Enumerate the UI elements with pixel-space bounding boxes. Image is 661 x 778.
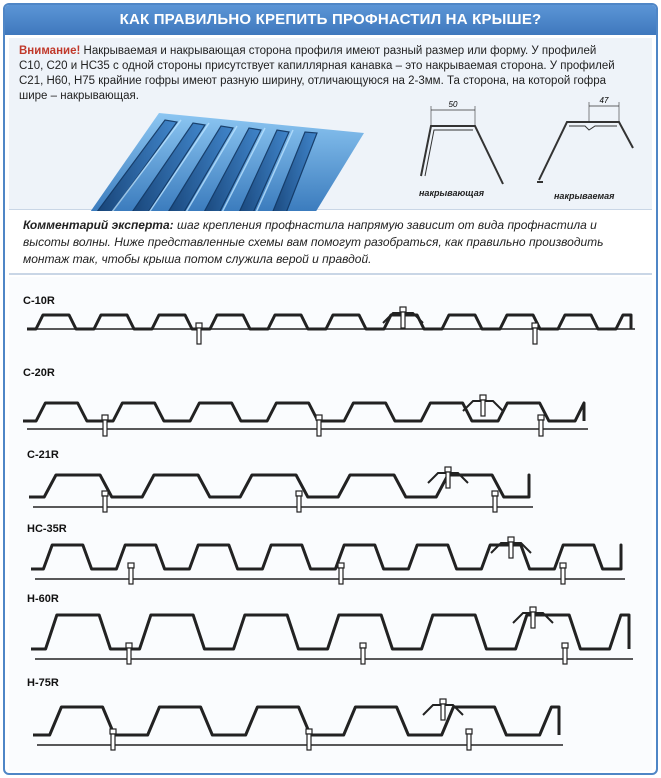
page-title: КАК ПРАВИЛЬНО КРЕПИТЬ ПРОФНАСТИЛ НА КРЫШЕ?	[5, 5, 656, 35]
screw-h60r-2-shank	[563, 648, 567, 664]
screw-c21r-0-shank	[103, 496, 107, 512]
screw-c21r-0-head	[102, 491, 108, 496]
screw-c10r-0-shank	[197, 328, 201, 344]
screw-c21r-2-shank	[493, 496, 497, 512]
expert-text	[23, 217, 643, 268]
screw-c20r-2-shank	[539, 420, 543, 436]
screw-hc35r-1-head	[338, 563, 344, 568]
overlapped-edge-drawing	[529, 88, 644, 198]
dimension-left: 50	[448, 100, 458, 109]
screw-c20r-0-shank	[103, 420, 107, 436]
screw-h60r-2-head	[562, 643, 568, 648]
screw-h75r-0-head	[110, 729, 116, 734]
screw-c21r-1-head	[296, 491, 302, 496]
screw-c21r-top-head	[445, 467, 451, 472]
profile-label-c20r: С-20R	[23, 367, 55, 379]
screw-c20r-1-head	[316, 415, 322, 420]
screw-c20r-top-shank	[481, 400, 485, 416]
screw-h60r-top-shank	[531, 612, 535, 628]
screw-hc35r-2-head	[560, 563, 566, 568]
screw-c10r-1-shank	[533, 328, 537, 344]
screw-h75r-2-shank	[467, 734, 471, 750]
screw-h60r-top-head	[530, 607, 536, 612]
profile-label-hc35r: НС-35R	[27, 523, 67, 535]
attention-panel	[9, 38, 652, 210]
screw-hc35r-1-shank	[339, 568, 343, 584]
screw-c21r-1-shank	[297, 496, 301, 512]
screw-h75r-0-shank	[111, 734, 115, 750]
profile-label-c21r: С-21R	[27, 449, 59, 461]
screw-c20r-1-shank	[317, 420, 321, 436]
screw-c10r-0-head	[196, 323, 202, 328]
expert-label: Комментарий эксперта:	[23, 218, 174, 232]
profile-drawings	[9, 277, 652, 771]
profile-label-h60r: Н-60R	[27, 593, 59, 605]
caption-overlapping: накрывающая	[419, 188, 485, 198]
profile-diagrams	[9, 277, 652, 771]
attention-body: Накрываемая и накрывающая сторона профиля имеют разный размер или форму. У профилей С10, С20 и НС35 с одной стороны присутствует капиллярная канавка – это накрываемая сторона. У профилей С21, Н60, Н75 крайние гофры имеют разную ширину, отличающуюся на 2-3мм. Та сторона, на которой гофра шире – накрывающая.	[19, 45, 615, 102]
screw-hc35r-top-shank	[509, 542, 513, 558]
overlapping-edge-drawing	[413, 96, 523, 196]
screw-h75r-2-head	[466, 729, 472, 734]
screw-h60r-1-shank	[361, 648, 365, 664]
screw-c20r-0-head	[102, 415, 108, 420]
attention-label: Внимание!	[19, 45, 81, 57]
screw-h75r-top-head	[440, 699, 446, 704]
profile-label-h75r: Н-75R	[27, 677, 59, 689]
screw-hc35r-0-head	[128, 563, 134, 568]
screw-hc35r-top-head	[508, 537, 514, 542]
screw-c21r-2-head	[492, 491, 498, 496]
screw-c20r-top-head	[480, 395, 486, 400]
screw-c10r-1-head	[532, 323, 538, 328]
expert-body: шаг крепления профнастила напрямую зависит от вида профнастила и высоты волны. Ниже представленные схемы вам помогут разобраться, как правильно производить монтаж так, чтобы крыша потом служила верой и правдой.	[23, 218, 604, 266]
expert-comment	[9, 211, 652, 275]
screw-h75r-top-shank	[441, 704, 445, 720]
screw-c20r-2-head	[538, 415, 544, 420]
screw-hc35r-0-shank	[129, 568, 133, 584]
profile-line-c10r	[27, 315, 631, 329]
screw-h75r-1-head	[306, 729, 312, 734]
screw-h60r-0-shank	[127, 648, 131, 664]
screw-c10r-top-head	[400, 307, 406, 312]
profile-line-hc35r	[31, 545, 621, 569]
screw-h75r-1-shank	[307, 734, 311, 750]
screw-c21r-top-shank	[446, 472, 450, 488]
dimension-right: 47	[599, 96, 609, 105]
screw-c10r-top-shank	[401, 312, 405, 328]
profile-line-h60r	[31, 615, 629, 649]
screw-h60r-0-head	[126, 643, 132, 648]
caption-overlapped: накрываемая	[554, 191, 615, 201]
screw-hc35r-2-shank	[561, 568, 565, 584]
attention-text	[19, 44, 615, 104]
profile-label-c10r: С-10R	[23, 295, 55, 307]
infographic-frame	[3, 3, 658, 775]
screw-h60r-1-head	[360, 643, 366, 648]
